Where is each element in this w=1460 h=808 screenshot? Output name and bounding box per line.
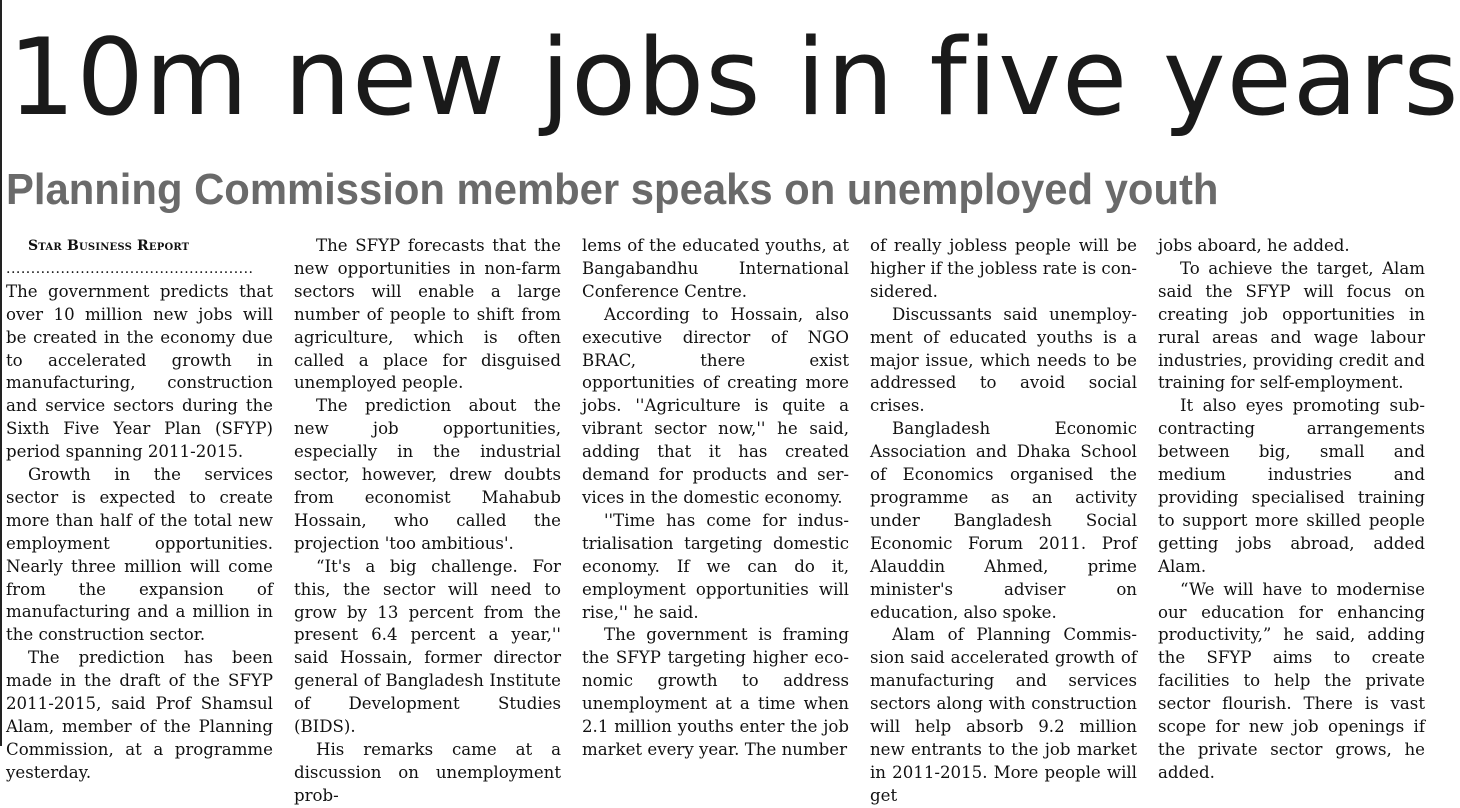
byline-rule: .................................................. [6,260,254,277]
column-3 [582,235,849,762]
paragraph: Discussants said unemployment of educated youths is a major issue, which needs to be addressed to avoid social crises. [870,304,1137,416]
column-2 [294,235,561,808]
paragraph: The SFYP forecasts that the new opportunities in non-farm sectors will enable a large number of people to shift from agriculture, which is often called a place for disguised unemployed people. [294,236,561,393]
paragraph: ''Time has come for industrialisation targeting domestic economy. If we can do it, employment opportunities will rise,'' he said. [582,510,849,622]
paragraph: Alam of Planning Commission said accelerated growth of manufacturing and services sectors along with construction will help absorb 9.2 million new entrants to the job market in 2011-2015. More people will get [870,625,1137,805]
paragraph: of really jobless people will be higher if the jobless rate is considered. [870,236,1137,301]
paragraph: The government is framing the SFYP targeting higher economic growth to address unemployment at a time when 2.1 million youths enter the job market every year. The number [582,625,849,759]
paragraph: Bangladesh Economic Association and Dhaka School of Economics organised the programme as an activity under Bangladesh Social Economic Forum 2011. Prof Alauddin Ahmed, prime minister's adviser on education, also spoke. [870,419,1137,622]
article-body [6,235,1426,805]
paragraph: “We will have to modernise our education for enhancing productivity,” he said, adding the SFYP aims to create facilities to help the private sector flourish. There is vast scope for new job openings if the private sector grows, he added. [1158,579,1425,782]
paragraph: “It's a big challenge. For this, the sector will need to grow by 13 percent from the present 6.4 percent a year,'' said Hossain, former director general of Bangladesh Institute of Development Studies (BIDS). [294,556,561,737]
paragraph: To achieve the target, Alam said the SFYP will focus on creating job opportunities in rural areas and wage labour industries, providing credit and training for self-employment. [1158,258,1425,393]
column-5 [1158,235,1425,785]
paragraph: lems of the educated youths, at Bangabandhu International Conference Centre. [582,236,849,301]
paragraph: The government predicts that over 10 million new jobs will be created in the economy due to accelerated growth in manufacturing, construction and service sectors during the Sixth Five Year Plan (SFYP) period spanning 2011-2015. [6,281,273,462]
paragraph: According to Hossain, also executive director of NGO BRAC, there exist opportunities of creating more jobs. ''Agriculture is quite a vibrant sector now,'' he said, adding that it has created demand for products and services in the domestic economy. [582,304,849,507]
column-1 [6,235,273,785]
paragraph: The prediction about the new job opportunities, especially in the industrial sector, however, drew doubts from economist Mahabub Hossain, who called the projection 'too ambitious'. [294,396,561,553]
paragraph: It also eyes promoting subcontracting arrangements between big, small and medium industries and providing specialised training to support more skilled people getting jobs abroad, added Alam. [1158,396,1425,576]
paragraph: jobs aboard, he added. [1158,236,1350,255]
subheadline: Planning Commission member speaks on unemployed youth [6,165,1219,214]
paragraph: Growth in the services sector is expected to create more than half of the total new employment opportunities. Nearly three million will come from the expansion of manufacturing and a million in the construction sector. [6,465,273,645]
byline: Star Business Report [28,238,190,254]
paragraph: The prediction has been made in the draft of the SFYP 2011-2015, said Prof Shamsul Alam, member of the Planning Commission, at a programme yesterday. [6,648,273,782]
paragraph: His remarks came at a discussion on unemployment prob- [294,739,561,805]
headline: 10m new jobs in five years [8,16,1460,139]
column-4 [870,235,1137,808]
